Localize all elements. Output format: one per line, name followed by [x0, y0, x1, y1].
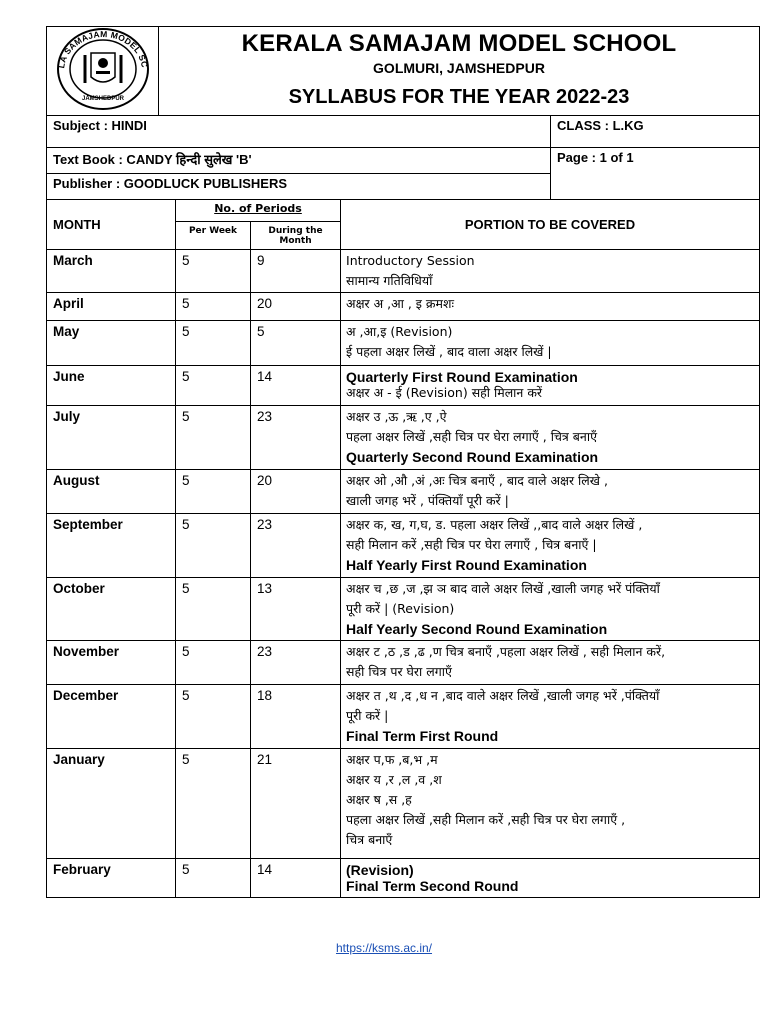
- month-cell: September: [47, 514, 176, 578]
- class-cell: CLASS : L.KG: [551, 116, 760, 148]
- exam-label: Half Yearly Second Round Examination: [346, 621, 608, 637]
- portion-cell: [341, 514, 760, 578]
- title-cell: [159, 27, 760, 116]
- during-month-cell: 18: [251, 685, 341, 749]
- portion-line: पूरी करें |: [346, 708, 389, 723]
- exam-label: Final Term First Round: [346, 728, 499, 744]
- table-row: [47, 366, 760, 406]
- portion-cell: [341, 406, 760, 470]
- portion-line: अक्षर य ,र ,ल ,व ,श: [346, 772, 442, 787]
- month-cell: February: [47, 859, 176, 898]
- during-month-cell: 14: [251, 366, 341, 406]
- publisher-cell: Publisher : GOODLUCK PUBLISHERS: [47, 174, 551, 200]
- header-table: [46, 26, 760, 200]
- logo-cell: [47, 27, 159, 116]
- table-row: [47, 406, 760, 470]
- portion-cell: [341, 749, 760, 859]
- during-month-cell: 14: [251, 859, 341, 898]
- month-cell: June: [47, 366, 176, 406]
- month-cell: November: [47, 641, 176, 685]
- portion-line: अक्षर ष ,स ,ह: [346, 792, 412, 807]
- portion-line: सही मिलान करें ,सही चित्र पर घेरा लगाएँ , चित्र बनाएँ |: [346, 537, 597, 552]
- table-row: [47, 641, 760, 685]
- month-cell: May: [47, 321, 176, 366]
- portion-line: अ ,आ,इ (Revision): [346, 324, 453, 339]
- school-location: GOLMURI, JAMSHEDPUR: [373, 60, 545, 76]
- per-week-cell: 5: [176, 859, 251, 898]
- portion-cell: [341, 293, 760, 321]
- portion-cell: [341, 321, 760, 366]
- table-row: [47, 514, 760, 578]
- during-month-cell: 20: [251, 293, 341, 321]
- table-row: [47, 749, 760, 859]
- exam-label: (Revision): [346, 862, 414, 878]
- table-row: [47, 470, 760, 514]
- portion-line: अक्षर ट ,ठ ,ड ,ढ ,ण चित्र बनाएँ ,पहला अक्षर लिखें , सही मिलान करें,: [346, 644, 666, 659]
- month-cell: October: [47, 578, 176, 641]
- portion-cell: [341, 366, 760, 406]
- portion-line: अक्षर अ ,आ , इ क्रमशः: [346, 296, 455, 311]
- exam-label: Quarterly First Round Examination: [346, 369, 578, 385]
- textbook-cell: Text Book : CANDY हिन्दी सुलेख 'B': [47, 148, 551, 174]
- syllabus-sheet: [46, 26, 759, 898]
- per-week-cell: 5: [176, 293, 251, 321]
- during-month-cell: 13: [251, 578, 341, 641]
- portion-cell: [341, 578, 760, 641]
- per-week-cell: 5: [176, 641, 251, 685]
- month-cell: July: [47, 406, 176, 470]
- during-month-cell: 9: [251, 250, 341, 293]
- table-row: [47, 250, 760, 293]
- portion-line: ई पहला अक्षर लिखें , बाद वाला अक्षर लिखें |: [346, 344, 552, 359]
- school-logo-icon: [55, 27, 151, 111]
- per-week-cell: 5: [176, 250, 251, 293]
- col-month: MONTH: [47, 200, 176, 250]
- table-row: [47, 578, 760, 641]
- month-cell: March: [47, 250, 176, 293]
- table-row: [47, 859, 760, 898]
- portion-line: पहला अक्षर लिखें ,सही मिलान करें ,सही चित्र पर घेरा लगाएँ ,: [346, 812, 626, 827]
- portion-cell: [341, 470, 760, 514]
- during-month-cell: 21: [251, 749, 341, 859]
- portion-line: खाली जगह भरें , पंक्तियाँ पूरी करें |: [346, 493, 509, 508]
- table-row: [47, 321, 760, 366]
- col-periods: No. of Periods: [176, 200, 341, 222]
- school-name: KERALA SAMAJAM MODEL SCHOOL: [241, 30, 677, 57]
- portion-line: सही चित्र पर घेरा लगाएँ: [346, 664, 452, 679]
- col-portion: PORTION TO BE COVERED: [341, 200, 760, 250]
- table-row: [47, 685, 760, 749]
- portion-line: पहला अक्षर लिखें ,सही चित्र पर घेरा लगाएँ , चित्र बनाएँ: [346, 429, 598, 444]
- per-week-cell: 5: [176, 366, 251, 406]
- per-week-cell: 5: [176, 470, 251, 514]
- during-month-cell: 23: [251, 514, 341, 578]
- portion-line: सामान्य गतिविधियाँ: [346, 273, 433, 288]
- portion-line: अक्षर उ ,ऊ ,ऋ ,ए ,ऐ: [346, 409, 447, 424]
- syllabus-table: [46, 199, 760, 898]
- during-month-cell: 20: [251, 470, 341, 514]
- month-cell: April: [47, 293, 176, 321]
- per-week-cell: 5: [176, 578, 251, 641]
- exam-label: Quarterly Second Round Examination: [346, 449, 599, 465]
- logo-bottom-text: JAMSHEDPUR: [81, 96, 124, 102]
- portion-line: अक्षर त ,थ ,द ,ध न ,बाद वाले अक्षर लिखें ,खाली जगह भरें ,पंक्तियाँ: [346, 688, 660, 703]
- portion-line: अक्षर ओ ,औ ,अं ,अः चित्र बनाएँ , बाद वाले अक्षर लिखे ,: [346, 473, 608, 488]
- portion-line: अक्षर अ - ई (Revision) सही मिलान करें: [346, 385, 543, 400]
- per-week-cell: 5: [176, 685, 251, 749]
- page-cell: Page : 1 of 1: [551, 148, 760, 200]
- portion-line: पूरी करें | (Revision): [346, 601, 455, 616]
- syllabus-title: SYLLABUS FOR THE YEAR 2022-23: [288, 86, 630, 108]
- month-cell: January: [47, 749, 176, 859]
- portion-cell: [341, 641, 760, 685]
- per-week-cell: 5: [176, 406, 251, 470]
- portion-cell: [341, 250, 760, 293]
- per-week-cell: 5: [176, 749, 251, 859]
- col-per-week: Per Week: [176, 222, 251, 250]
- logo-ring-text: LA SAMAJAM MODEL SC: [55, 28, 150, 69]
- website-link[interactable]: https://ksms.ac.in/: [335, 941, 433, 955]
- portion-cell: [341, 685, 760, 749]
- portion-line: अक्षर क, ख, ग,घ, ड. पहला अक्षर लिखें ,,बाद वाले अक्षर लिखें ,: [346, 517, 643, 532]
- portion-line: Introductory Session: [346, 253, 475, 268]
- during-month-cell: 23: [251, 641, 341, 685]
- portion-line: अक्षर प,फ ,ब,भ ,म: [346, 752, 438, 767]
- subject-cell: Subject : HINDI: [47, 116, 551, 148]
- during-month-cell: 23: [251, 406, 341, 470]
- exam-label: Half Yearly First Round Examination: [346, 557, 587, 573]
- col-during-month: During the Month: [251, 222, 341, 250]
- per-week-cell: 5: [176, 514, 251, 578]
- portion-cell: [341, 859, 760, 898]
- footer: [0, 941, 768, 955]
- portion-line: अक्षर च ,छ ,ज ,झ ञ बाद वाले अक्षर लिखें ,खाली जगह भरें पंक्तियाँ: [346, 581, 660, 596]
- table-row: [47, 293, 760, 321]
- exam-label: Final Term Second Round: [346, 878, 519, 894]
- portion-line: चित्र बनाएँ: [346, 832, 393, 847]
- syllabus-rows: [47, 250, 760, 898]
- month-cell: August: [47, 470, 176, 514]
- during-month-cell: 5: [251, 321, 341, 366]
- per-week-cell: 5: [176, 321, 251, 366]
- month-cell: December: [47, 685, 176, 749]
